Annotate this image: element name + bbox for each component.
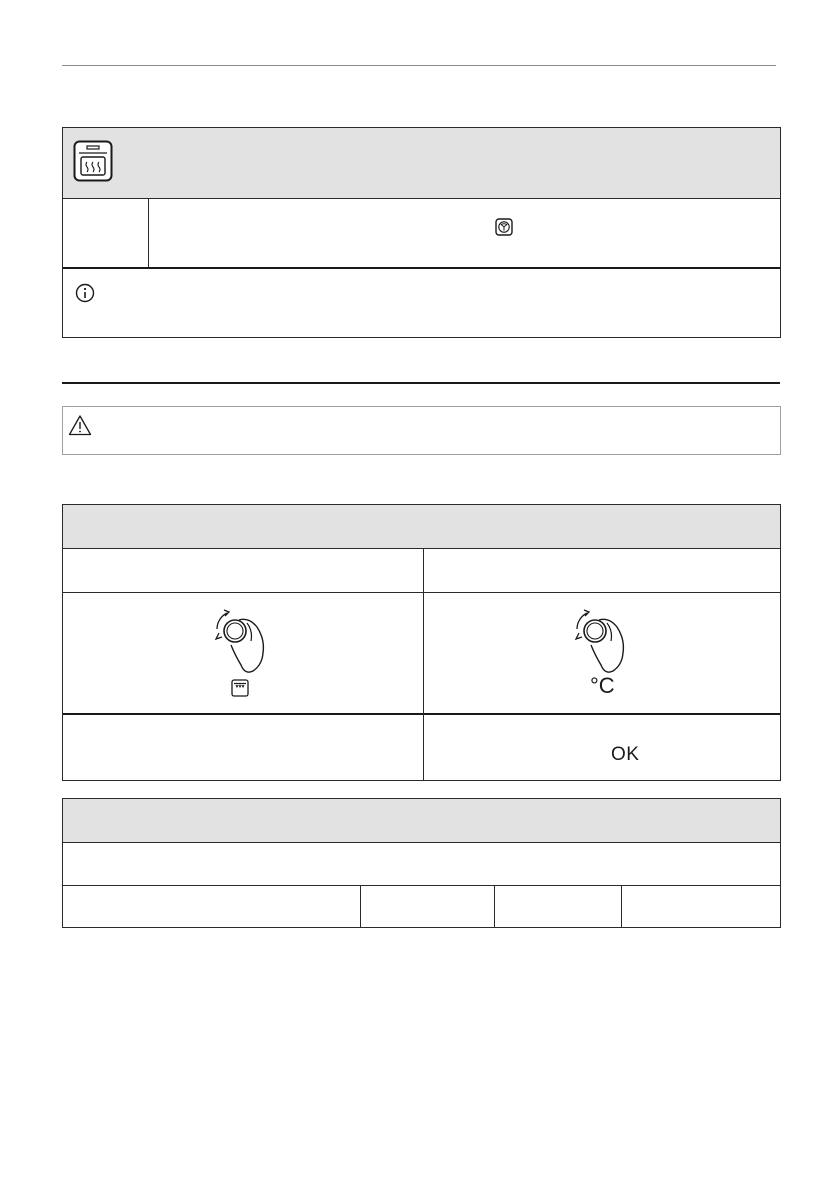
settings-table-row xyxy=(63,715,780,780)
results-table-header xyxy=(63,799,780,843)
info-note xyxy=(62,267,781,338)
oven-mode-icon xyxy=(231,679,249,697)
settings-table-row xyxy=(63,549,780,593)
info-icon xyxy=(75,283,95,303)
rotate-knob-icon[interactable] xyxy=(571,607,629,677)
column-divider xyxy=(621,886,622,927)
column-divider xyxy=(494,886,495,927)
function-row xyxy=(62,198,781,268)
column-divider xyxy=(148,199,149,268)
section-rule xyxy=(62,382,780,384)
settings-table-header xyxy=(63,505,780,549)
temperature-unit-label: °C xyxy=(590,673,615,698)
results-table-row xyxy=(63,886,780,927)
warning-note xyxy=(62,406,781,455)
settings-table xyxy=(62,504,781,781)
column-divider xyxy=(360,886,361,927)
ok-button-label[interactable]: OK xyxy=(611,744,640,765)
results-table-row xyxy=(63,843,780,886)
settings-table-icons-row xyxy=(63,593,780,715)
results-table xyxy=(62,798,781,928)
oven-function-icon xyxy=(73,140,113,182)
warning-icon xyxy=(68,414,92,436)
rotate-knob-icon[interactable] xyxy=(211,607,269,677)
function-header xyxy=(62,127,781,199)
column-divider xyxy=(423,549,424,780)
top-rule xyxy=(62,65,776,66)
fan-button-icon[interactable] xyxy=(495,218,513,236)
